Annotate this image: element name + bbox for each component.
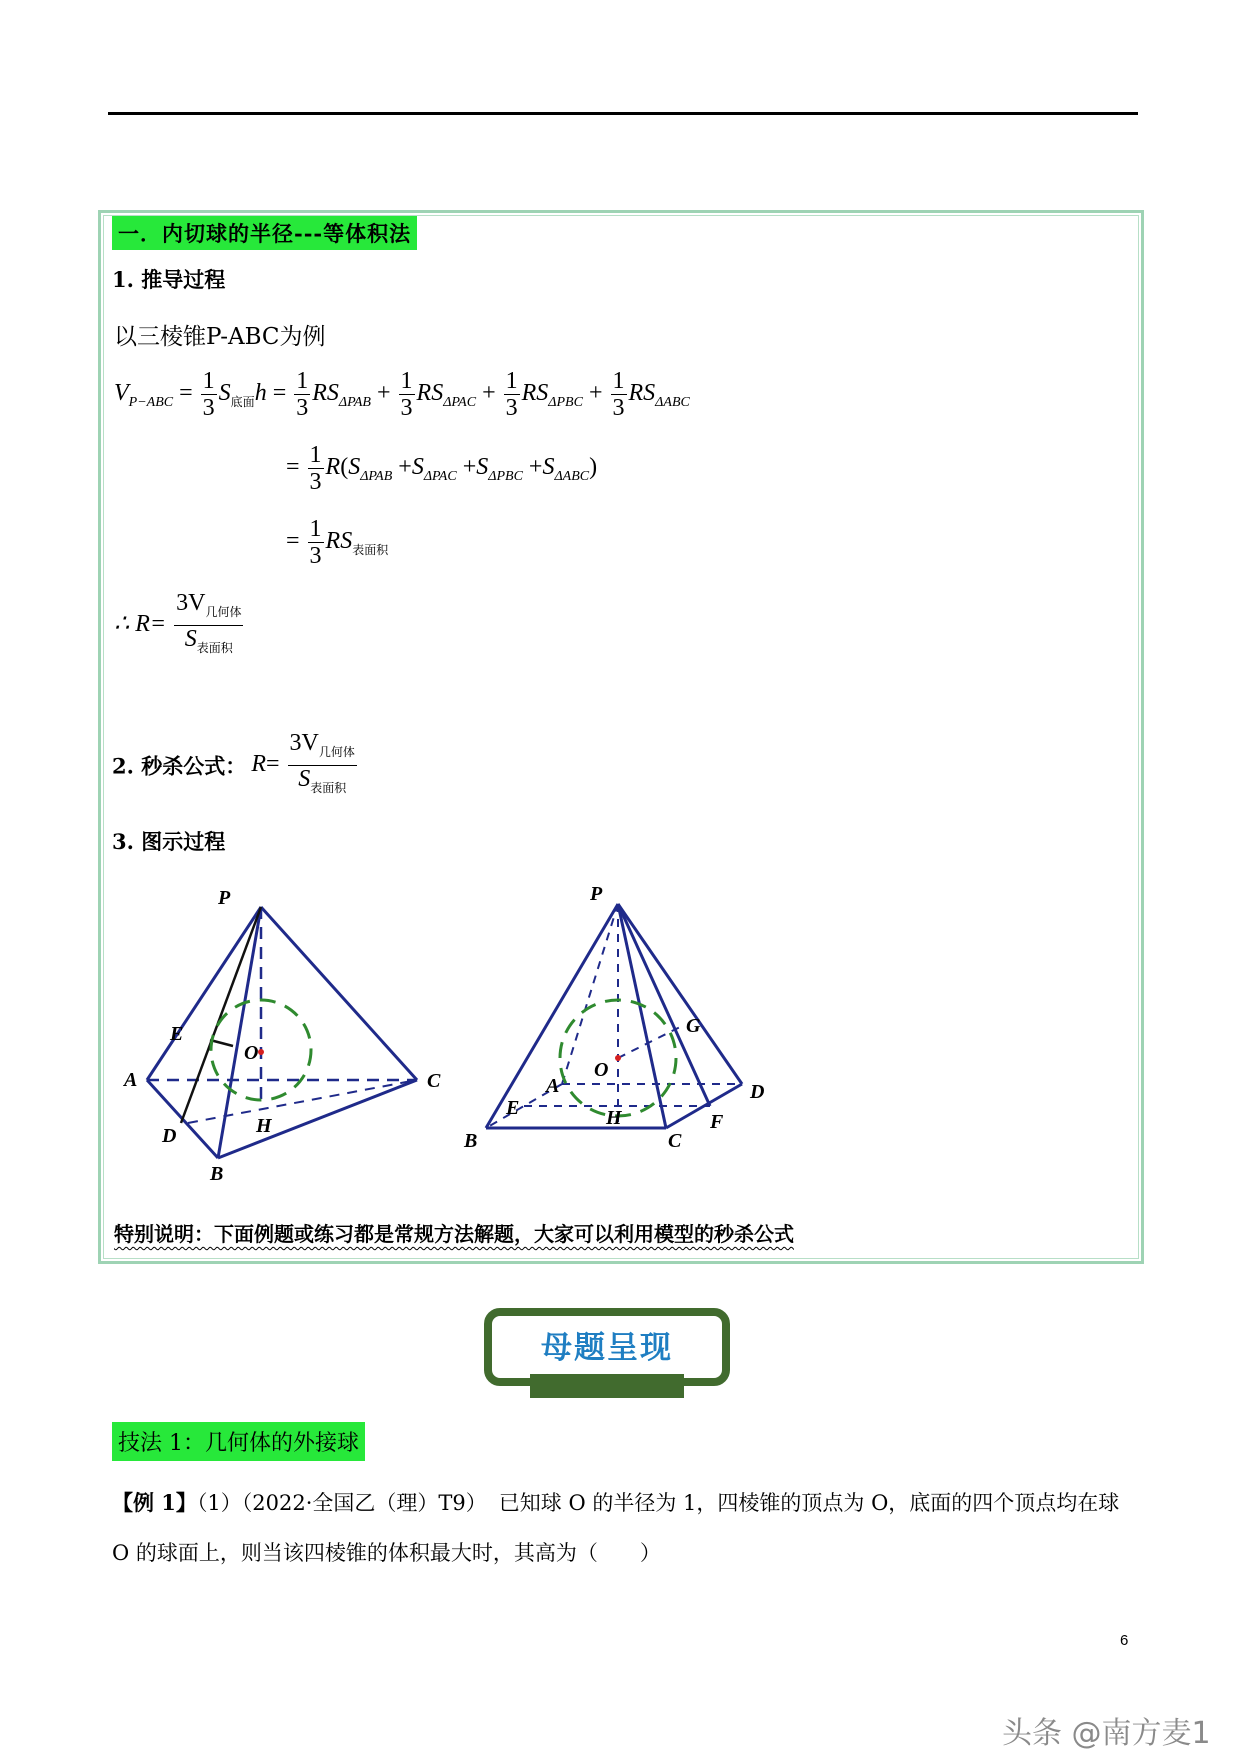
label-o: O xyxy=(244,1042,259,1064)
label-d: D xyxy=(162,1125,177,1147)
edge-bc xyxy=(218,1080,417,1158)
header-rule xyxy=(108,112,1138,115)
edge-pb xyxy=(218,907,261,1158)
center-point xyxy=(615,1055,621,1061)
label-f: F xyxy=(710,1111,724,1133)
label-o: O xyxy=(594,1059,609,1081)
triangular-pyramid-figure xyxy=(118,880,458,1190)
radius-result: ∴ R= $\frac{3V_{几何体}}{S_{表面积}}$ xyxy=(114,590,242,655)
special-note: 特别说明：下面例题或练习都是常规方法解题，大家可以利用模型的秒杀公式 xyxy=(114,1222,794,1246)
mother-problem-badge xyxy=(484,1308,730,1402)
label-c: C xyxy=(427,1070,441,1092)
label-e: E xyxy=(506,1097,520,1119)
item-derivation-heading: 1. 推导过程 xyxy=(112,267,226,292)
badge-label: 母题呈现 xyxy=(541,1330,673,1366)
watermark: 头条 @南方麦1 xyxy=(1002,1716,1211,1751)
example-1 xyxy=(112,1478,1132,1578)
derivation-intro: 以三棱锥P-ABC为例 xyxy=(114,324,326,350)
label-b: B xyxy=(210,1163,224,1185)
label-c: C xyxy=(668,1130,682,1152)
volume-formula-line1: $V_{P-ABC}$ = $\frac{1}{3}$ $S_{底面}h$ = $\frac{1}{3}$ $RS_{\Delta PAB}$ + $\frac{1}{3}$ $RS_{\Delta PAC}$ + $\frac{1}{3}$ $RS_{\Delta PBC}$ + $\frac{1}{3}$ $RS_{\Delta ABC}$ xyxy=(114,368,690,421)
quick-formula: 2. 秒杀公式： R= $\frac{3V_{几何体}}{S_{表面积}}$ xyxy=(112,730,355,795)
slant-pd xyxy=(181,907,261,1123)
square-pyramid-figure xyxy=(460,870,790,1170)
edge-pc xyxy=(261,907,417,1080)
example-tag: 【例 1】 xyxy=(112,1490,197,1515)
page-number: 6 xyxy=(1120,1632,1129,1649)
label-b: B xyxy=(464,1130,478,1152)
label-p: P xyxy=(218,887,231,909)
label-a: A xyxy=(124,1069,138,1091)
median-cd xyxy=(188,1080,417,1123)
center-point xyxy=(258,1049,264,1055)
radius-oe xyxy=(210,1040,233,1046)
example-line1: 已知球 O 的半径为 1，四棱锥的顶点为 O，底面的四个顶点均在球 xyxy=(498,1491,1120,1515)
label-h: H xyxy=(606,1107,622,1129)
section-title: 一．内切球的半径---等体积法 xyxy=(112,216,417,250)
example-line2: O 的球面上，则当该四棱锥的体积最大时，其高为（ ） xyxy=(112,1541,661,1565)
label-a: A xyxy=(546,1075,560,1097)
label-e: E xyxy=(170,1023,184,1045)
example-source: （1）（2022·全国乙（理）T9） xyxy=(196,1491,487,1515)
label-d: D xyxy=(750,1081,765,1103)
label-h: H xyxy=(256,1115,272,1137)
label-g: G xyxy=(686,1015,701,1037)
volume-formula-line3: = $\frac{1}{3}$ $RS_{表面积}$ xyxy=(286,516,389,569)
technique-heading: 技法 1：几何体的外接球 xyxy=(112,1422,365,1461)
label-p: P xyxy=(590,883,603,905)
item-illustration-heading: 3. 图示过程 xyxy=(112,829,226,854)
volume-formula-line2: = $\frac{1}{3}$ $R(S_{\Delta PAB} +S_{\Delta PAC} +S_{\Delta PBC} +S_{\Delta ABC})$ xyxy=(286,442,598,495)
